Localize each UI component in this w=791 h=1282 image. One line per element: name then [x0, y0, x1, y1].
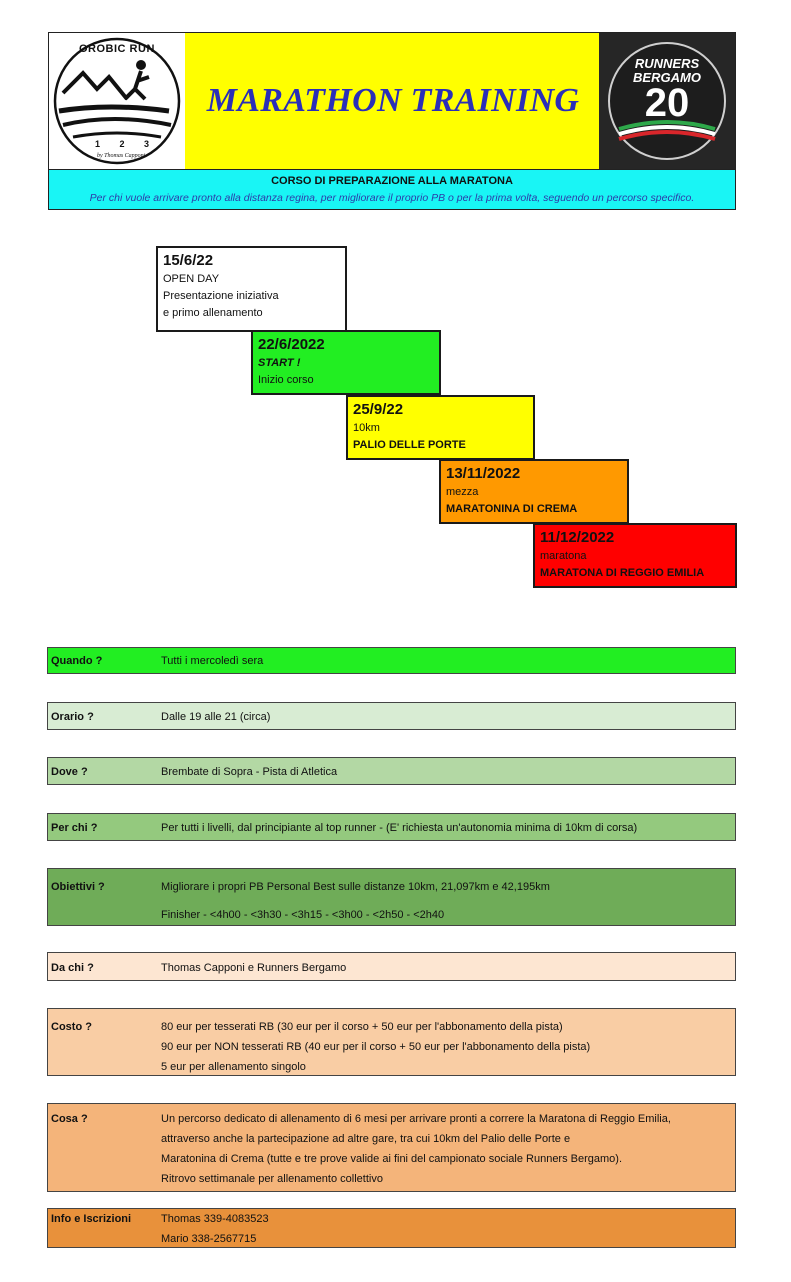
- info-value: Dalle 19 alle 21 (circa): [161, 711, 271, 723]
- timeline-line: OPEN DAY: [163, 273, 220, 285]
- timeline-date: 11/12/2022: [540, 529, 615, 546]
- info-label: Per chi ?: [51, 822, 98, 834]
- timeline-date: 15/6/22: [163, 252, 214, 269]
- logo-left-numbers: 1 2 3: [95, 139, 149, 149]
- page-title: MARATHON TRAINING: [206, 82, 580, 119]
- info-value: Migliorare i propri PB Personal Best sulle distanze 10km, 21,097km e 42,195km Finisher - <4h00 - <3h30 - <3h15 - <3h00 - <2h50 - <2h40: [161, 881, 550, 921]
- info-value: Thomas Capponi e Runners Bergamo: [161, 962, 347, 974]
- info-row-costo: [47, 1008, 736, 1076]
- info-row-dove: [47, 757, 736, 785]
- timeline-line: Presentazione iniziativa: [163, 290, 279, 302]
- info-row-da-chi: [47, 952, 736, 981]
- timeline-line: mezza: [446, 486, 479, 498]
- timeline-line: START !: [258, 357, 301, 369]
- info-row-obiettivi: [47, 868, 736, 926]
- timeline-step-open-day: [156, 246, 347, 332]
- info-value: Un percorso dedicato di allenamento di 6 mesi per arrivare pronti a correre la Maratona di Reggio Emilia, attraverso anche la partecipazione ad altre gare, tra cui 10km del Palio delle Porte e Maratonina di Crema (tutte e tre prove valide ai fini del campionato sociale Runners Bergamo). Ritrovo settimanale per allenamento collettivo: [161, 1113, 671, 1185]
- info-value: Tutti i mercoledì sera: [161, 655, 264, 667]
- subtitle-bar: [48, 170, 736, 210]
- info-value: [161, 1209, 269, 1249]
- logo-right-text: RUNNERS BERGAMO: [633, 56, 701, 85]
- timeline-step-start: [251, 330, 441, 395]
- timeline-line: maratona: [540, 550, 587, 562]
- timeline-line: Inizio corso: [258, 374, 314, 386]
- timeline-line: PALIO DELLE PORTE: [353, 439, 466, 451]
- orobic-run-logo: [49, 33, 185, 169]
- course-subtitle: CORSO DI PREPARAZIONE ALLA MARATONA: [271, 175, 513, 187]
- logo-left-signature: by Thomas Capponi: [97, 153, 146, 159]
- timeline-line: MARATONINA DI CREMA: [446, 503, 578, 515]
- timeline-step-palio: [346, 395, 535, 460]
- info-label: Obiettivi ?: [51, 881, 105, 893]
- contact-thomas: Thomas 339-4083523: [161, 1213, 269, 1225]
- info-label: Info e Iscrizioni: [51, 1213, 132, 1225]
- info-value: Brembate di Sopra - Pista di Atletica: [161, 766, 338, 778]
- info-row-per-chi: [47, 813, 736, 841]
- timeline-date: 13/11/2022: [446, 465, 521, 482]
- info-label: Costo ?: [51, 1021, 92, 1033]
- info-label: Quando ?: [51, 655, 103, 667]
- info-row-contatti: [47, 1208, 736, 1248]
- header-banner: [48, 32, 736, 170]
- timeline-line: MARATONA DI REGGIO EMILIA: [540, 567, 705, 579]
- info-row-orario: [47, 702, 736, 730]
- runners-bergamo-logo: [599, 33, 735, 169]
- info-row-quando: [47, 647, 736, 674]
- info-label: Dove ?: [51, 766, 88, 778]
- info-label: Da chi ?: [51, 962, 94, 974]
- logo-left-text: OROBIC RUN: [79, 43, 155, 55]
- timeline-date: 25/9/22: [353, 401, 404, 418]
- info-label: Cosa ?: [51, 1113, 88, 1125]
- info-value: Per tutti i livelli, dal principiante al top runner - (E' richiesta un'autonomia minima di 10km di corsa): [161, 822, 638, 834]
- contact-mario: Mario 338-2567715: [161, 1233, 257, 1245]
- logo-right-number: 20: [644, 81, 690, 125]
- timeline-line: 10km: [353, 422, 380, 434]
- course-tagline: Per chi vuole arrivare pronto alla distanza regina, per migliorare il proprio PB o per la prima volta, seguendo un percorso specifico.: [89, 192, 695, 204]
- timeline-step-reggio: [533, 523, 737, 588]
- info-row-cosa: [47, 1103, 736, 1192]
- timeline-date: 22/6/2022: [258, 336, 325, 353]
- timeline-line: e primo allenamento: [163, 307, 263, 319]
- info-value: 80 eur per tesserati RB (30 eur per il corso + 50 eur per l'abbonamento della pista) 90 eur per NON tesserati RB (40 eur per il corso + 50 eur per l'abbonamento della pista) 5 eur per allenamento singolo: [161, 1021, 591, 1073]
- info-label: Orario ?: [51, 711, 94, 723]
- timeline-step-crema: [439, 459, 629, 524]
